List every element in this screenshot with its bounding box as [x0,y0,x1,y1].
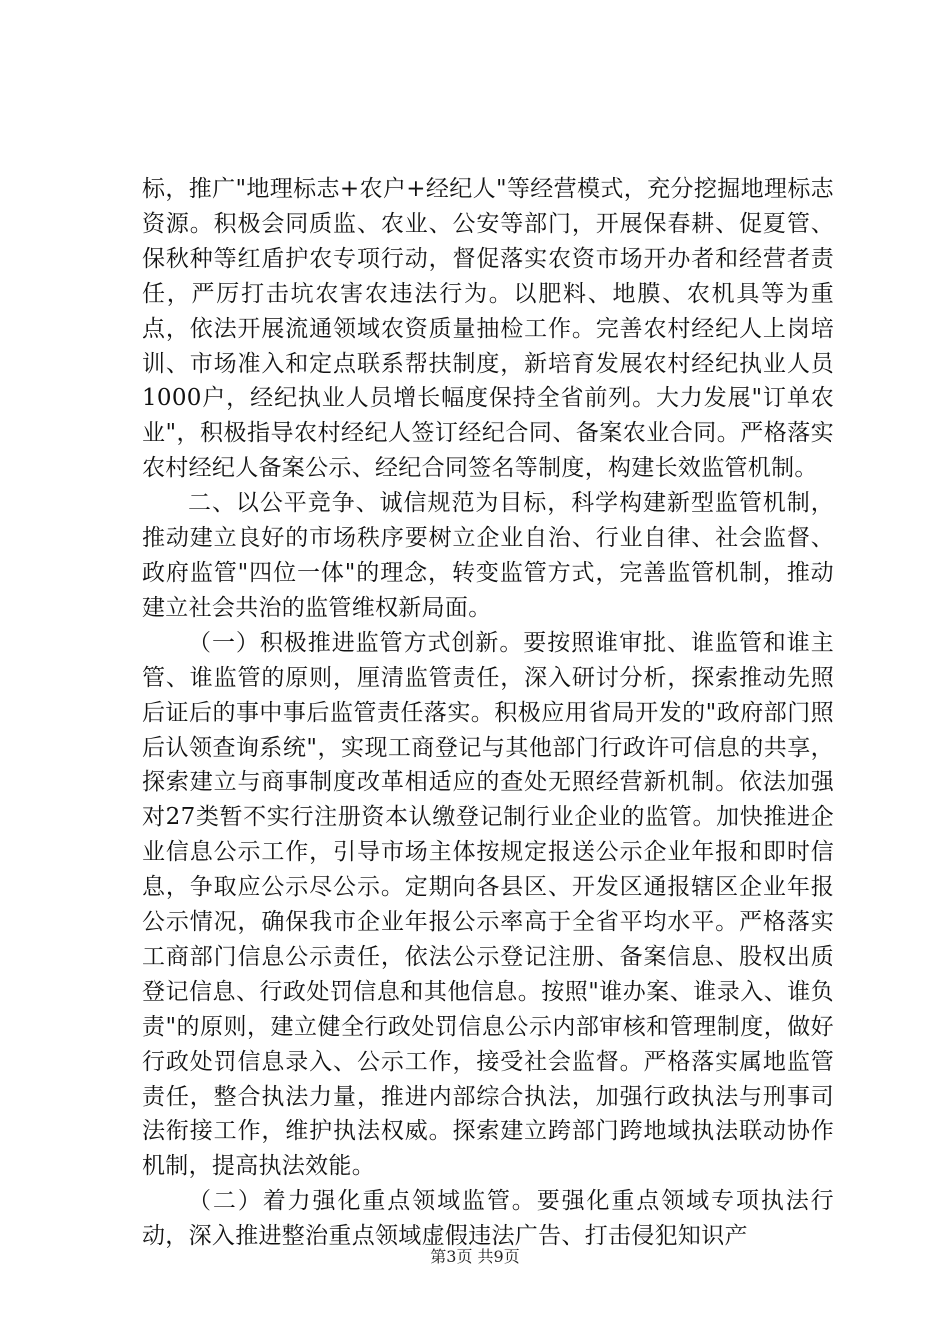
page-footer [0,1244,950,1267]
paragraph-subsection-two: （二）着力强化重点领域监管。要强化重点领域专项执法行动，深入推进整治重点领域虚假违法广告、打击侵犯知识产 [142,1188,834,1250]
paragraph-continuation: 标，推广"地理标志+农户+经纪人"等经营模式，充分挖掘地理标志资源。积极会同质监、农业、公安等部门，开展保春耕、促夏管、保秋种等红盾护农专项行动，督促落实农资市场开办者和经营者责任，严厉打击坑农害农违法行为。以肥料、地膜、农机具等为重点，依法开展流通领域农资质量抽检工作。完善农村经纪人上岗培训、市场准入和定点联系帮扶制度，新培育发展农村经纪执业人员1000户，经纪执业人员增长幅度保持全省前列。大力发展"订单农业"，积极指导农村经纪人签订经纪合同、备案农业合同。严格落实农村经纪人备案公示、经纪合同签名等制度，构建长效监管机制。 [142,176,834,482]
page-number-label: 第3页 共9页 [430,1247,520,1266]
paragraph-section-two: 二、以公平竞争、诚信规范为目标，科学构建新型监管机制，推动建立良好的市场秩序要树立企业自治、行业自律、社会监督、政府监管"四位一体"的理念，转变监管方式，完善监管机制，推动建立社会共治的监管维权新局面。 [142,490,834,621]
document-body [142,172,834,1254]
paragraph-subsection-one: （一）积极推进监管方式创新。要按照谁审批、谁监管和谁主管、谁监管的原则，厘清监管责任，深入研讨分析，探索推动先照后证后的事中事后监管责任落实。积极应用省局开发的"政府部门照后认领查询系统"，实现工商登记与其他部门行政许可信息的共享，探索建立与商事制度改革相适应的查处无照经营新机制。依法加强对27类暂不实行注册资本认缴登记制行业企业的监管。加快推进企业信息公示工作，引导市场主体按规定报送公示企业年报和即时信息，争取应公示尽公示。定期向各县区、开发区通报辖区企业年报公示情况，确保我市企业年报公示率高于全省平均水平。严格落实工商部门信息公示责任，依法公示登记注册、备案信息、股权出质登记信息、行政处罚信息和其他信息。按照"谁办案、谁录入、谁负责"的原则，建立健全行政处罚信息公示内部审核和管理制度，做好行政处罚信息录入、公示工作，接受社会监督。严格落实属地监管责任，整合执法力量，推进内部综合执法，加强行政执法与刑事司法衔接工作，维护执法权威。探索建立跨部门跨地域执法联动协作机制，提高执法效能。 [142,629,834,1180]
